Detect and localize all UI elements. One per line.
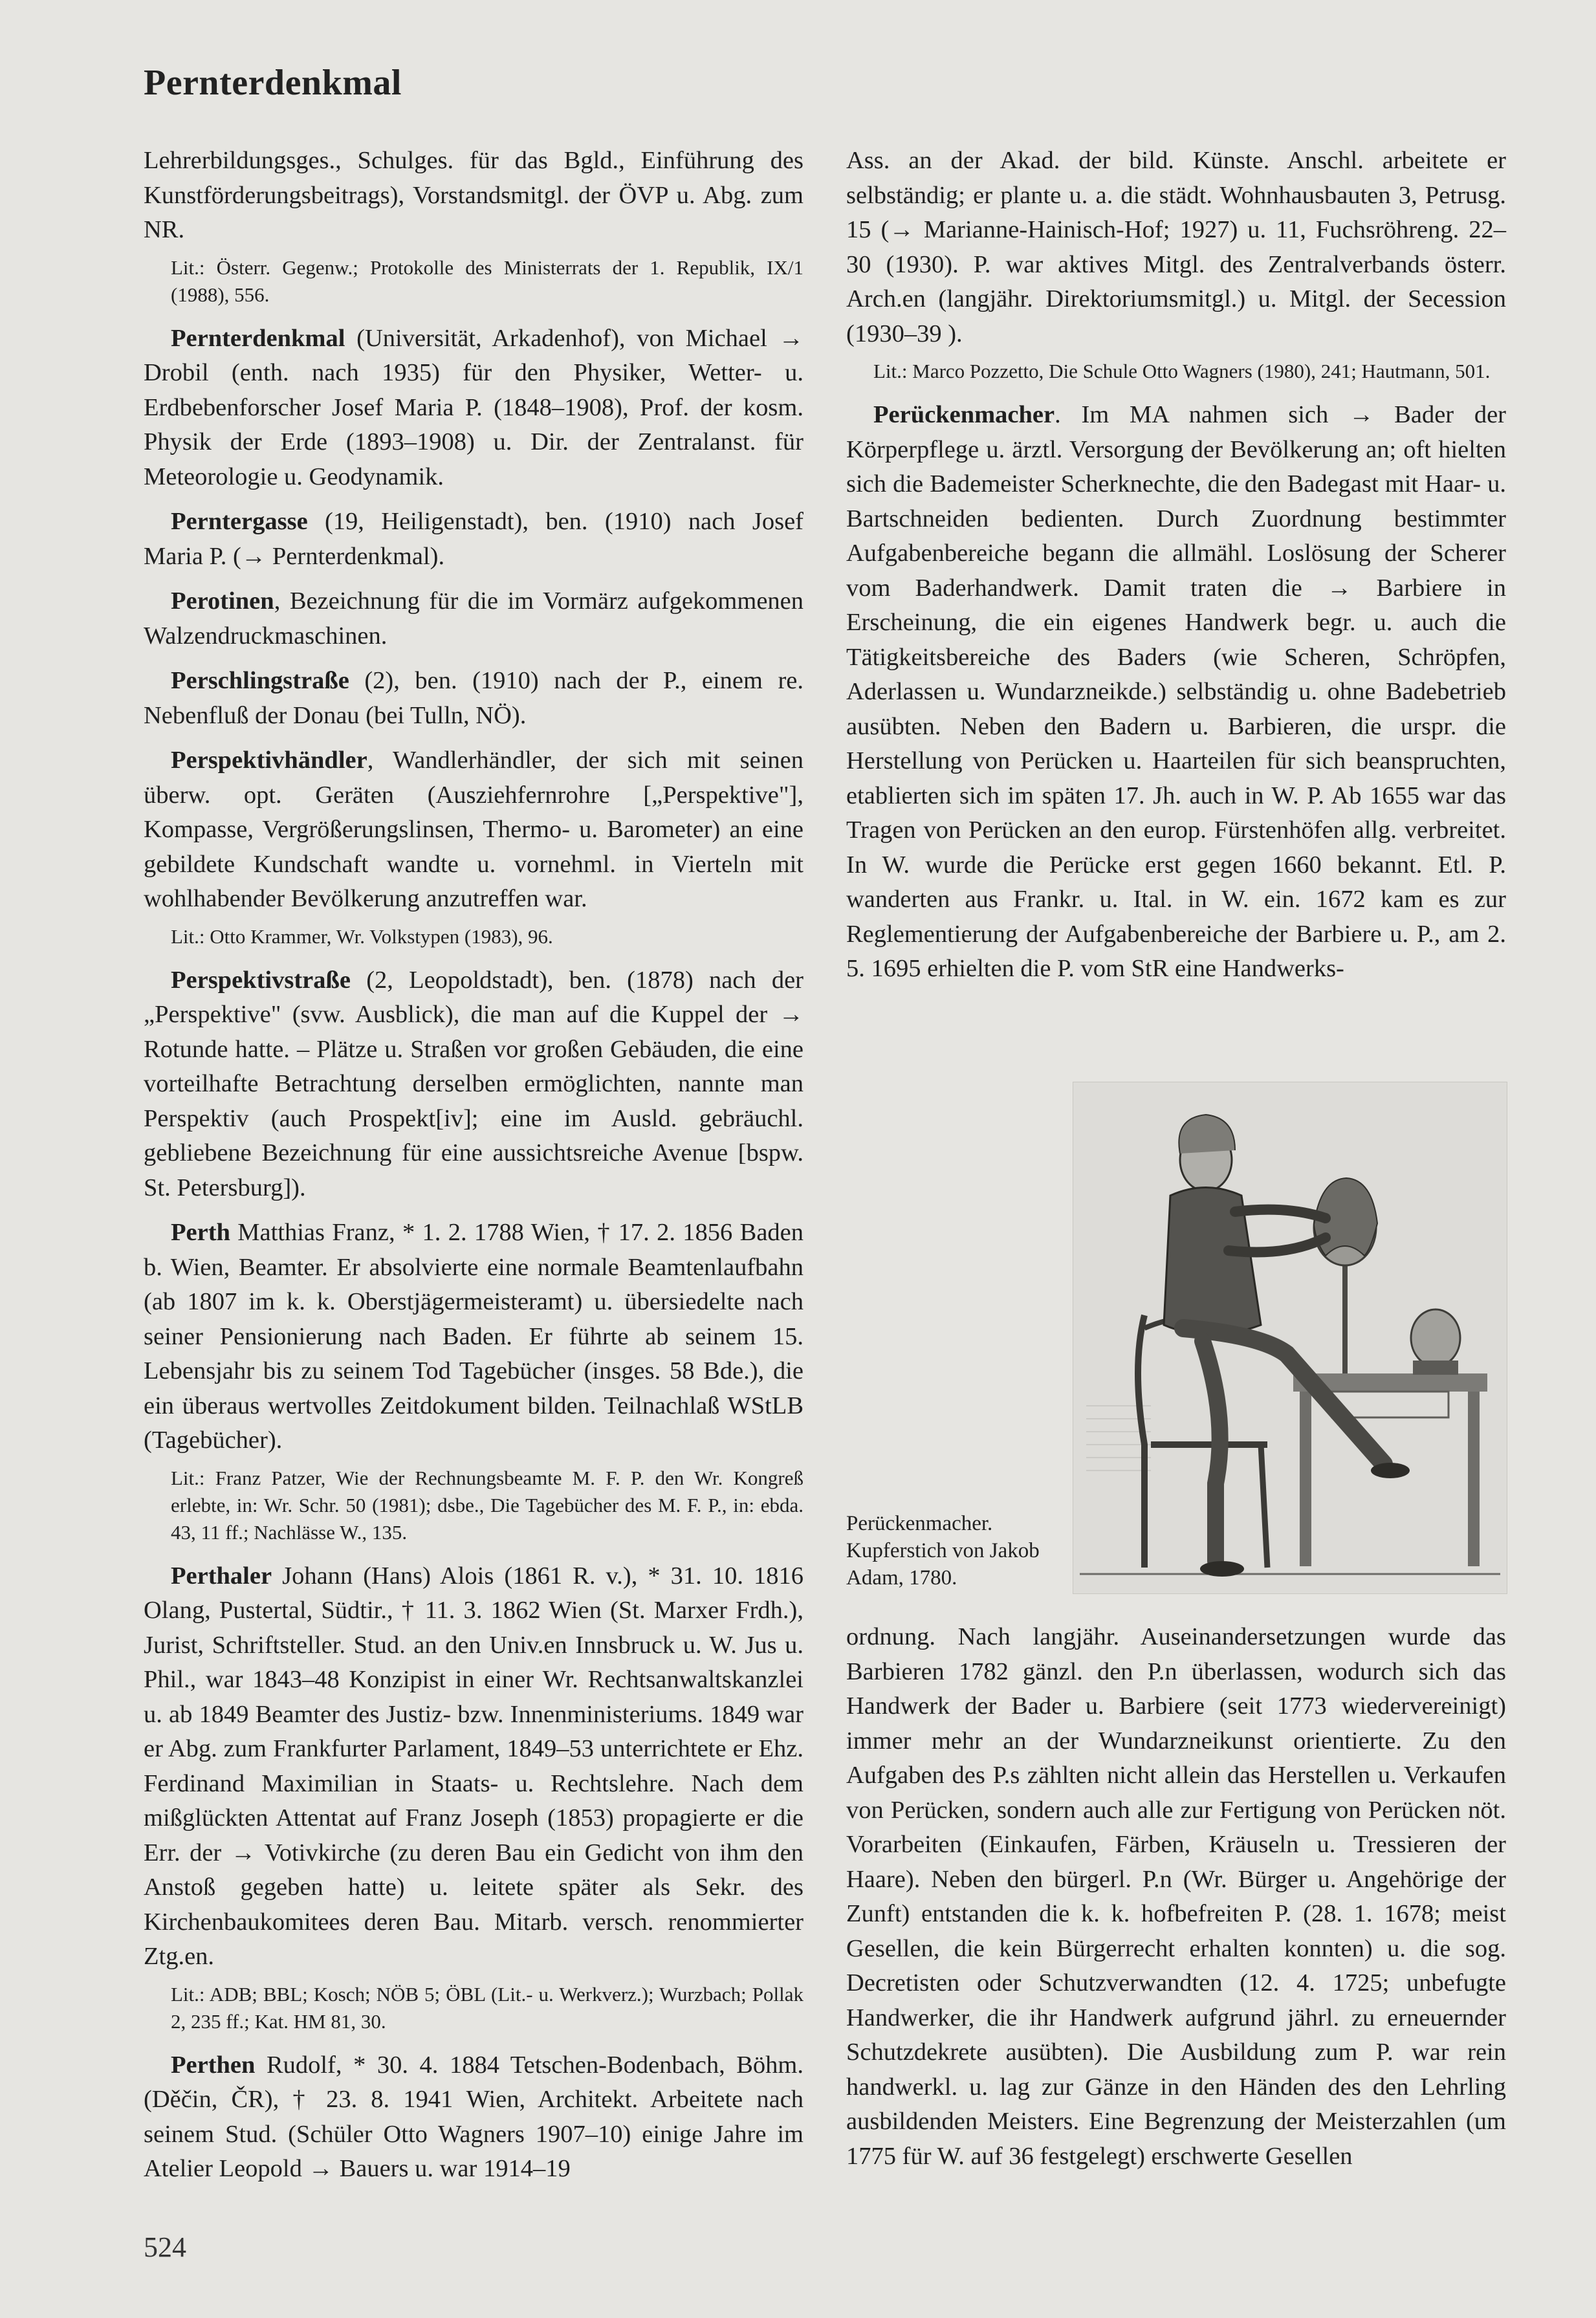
dictionary-entry xyxy=(144,505,803,574)
entry-headword: Perspektivstraße xyxy=(171,966,351,994)
entry-headword: Perthen xyxy=(171,2051,256,2079)
dictionary-entry xyxy=(846,398,1506,987)
entry-headword: Perotinen xyxy=(171,587,274,615)
paragraph: ordnung. Nach langjähr. Auseinandersetzungen wurde das Barbieren 1782 gänzl. den P.n überlassen, wodurch sich das Handwerk der Bader u. Barbiere (seit 1773 wiedervereinigt) immer mehr an der Wundarzneikunst orientierte. Zu den Aufgaben des P.s zählten nicht allein das Herstellen u. Verkaufen von Perücken, sondern auch alle zur Fertigung von Perücken nöt. Vorarbeiten (Einkaufen, Färben, Kräuseln u. Tressieren der Haare). Neben den bürgerl. P.n (Wr. Bürger u. Angehörige der Zunft) entstanden die k. k. hofbefreiten P. (28. 1. 1678; meist Gesellen, die kein Bürgerrecht erhalten konnten) u. die sog. Decretisten oder Schutzverwandten (12. 4. 1725; unbefugte Handwerker, die ihr Handwerk aufgrund jährl. zu erneuernder Schutzdekrete ausübten). Die Ausbildung zum P. war rein handwerkl. u. lag zur Gänze in den Händen des den Lehrling ausbildenden Meisters. Eine Begrenzung der Meisterzahlen (um 1775 für W. auf 36 festgelegt) erschwerte Gesellen xyxy=(846,1623,1506,2170)
literature-reference: Lit.: Österr. Gegenw.; Protokolle des Ministerrats der 1. Republik, IX/1 (1988), 556. xyxy=(171,256,803,306)
dictionary-entry xyxy=(144,1559,803,1974)
engraving-image xyxy=(1073,1082,1507,1594)
dictionary-entry xyxy=(144,664,803,733)
entry-headword: Perspektivhändler xyxy=(171,747,367,774)
dictionary-entry xyxy=(144,322,803,495)
page-title: Pernterdenkmal xyxy=(144,63,402,103)
right-column xyxy=(846,144,1506,997)
literature-reference: Lit.: ADB; BBL; Kosch; NÖB 5; ÖBL (Lit.- u. Werkverz.); Wurzbach; Pollak 2, 235 ff.; Kat. HM 81, 30. xyxy=(171,1982,803,2033)
continued-paragraph: Ass. an der Akad. der bild. Künste. Anschl. arbeitete er selbständig; er plante u. a. die städt. Wohnhausbauten 3, Petrusg. 15 (→ Marianne-Hainisch-Hof; 1927) u. 11, Fuchsröhreng. 22–30 (1930). P. war aktives Mitgl. des Zentralverbands österr. Arch.en (langjähr. Direktoriumsmitgl.) u. Mitgl. der Secession (1930–39 ). xyxy=(846,147,1506,347)
entry-headword: Perückenmacher xyxy=(873,401,1055,428)
wigmaker-engraving-illustration xyxy=(1073,1082,1507,1593)
figure-caption: Perückenmacher. Kupferstich von Jakob Adam, 1780. xyxy=(846,1512,1040,1590)
continued-paragraph: Lehrerbildungsges., Schulges. für das Bgld., Einführung des Kunstförderungsbeitrags), Vorstandsmitgl. der ÖVP u. Abg. zum NR. xyxy=(144,147,803,243)
entry-text: (2, Leopoldstadt), ben. (1878) nach der „Perspektive" (svw. Ausblick), die man auf die Kuppel der → Rotunde hatte. – Plätze u. Straßen vor großen Gebäuden, die eine vorteilhafte Betrachtung derselben ermöglichten, nannte man Perspektiv (auch Prospekt[iv]; eine im Ausld. gebräuchl. gebliebene Bezeichnung für eine aussichtsreiche Avenue [bspw. St. Petersburg]). xyxy=(144,966,803,1201)
entry-text: (Universität, Arkadenhof), von Michael → Drobil (enth. nach 1935) für den Physiker, Wetter- u. Erdbebenforscher Josef Maria P. (1848–1908), Prof. der kosm. Physik der Erde (1893–1908) u. Dir. der Zentralanst. für Meteorologie u. Geodynamik. xyxy=(144,324,803,490)
dictionary-entry xyxy=(144,584,803,653)
entry-headword: Pernterdenkmal xyxy=(171,324,345,352)
entry-text: . Im MA nahmen sich → Bader der Körperpflege u. ärztl. Versorgung der Bevölkerung an; oft hielten sich die Bademeister Scherknechte, die den Badegast mit Haar- u. Bartschneiden bedienten. Durch Zuordnung bestimmter Aufgabenbereiche begann die allmähl. Loslösung der Scherer vom Baderhandwerk. Damit traten die → Barbiere in Erscheinung, die ein eigenes Handwerk begr. u. auch die Tätigkeitsbereiche des Baders (wie Scheren, Schröpfen, Aderlassen u. Wundarzneikde.) selbständig u. ohne Badebetrieb ausübten. Neben den Badern u. Barbieren, die urspr. die Herstellung von Perücken u. Haarteilen für sich beanspruchten, etablierten sich im späten 17. Jh. auch in W. P. Ab 1655 war das Tragen von Perücken an den europ. Fürstenhöfen allg. verbreitet. In W. wurde die Perücke erst gegen 1660 bekannt. Etl. P. wanderten aus Frankr. u. Ital. in W. ein. 1672 kam es zur Reglementierung der Aufgabenbereiche der Barbiere u. P., am 2. 5. 1695 erhielten die P. vom StR eine Handwerks- xyxy=(846,401,1506,982)
dictionary-entry xyxy=(144,1216,803,1458)
entry-text: Matthias Franz, * 1. 2. 1788 Wien, † 17. 2. 1856 Baden b. Wien, Beamter. Er absolvierte eine normale Beamtenlaufbahn (ab 1807 im k. k. Oberstjägermeisteramt) u. übersiedelte nach seiner Pensionierung nach Baden. Er führte ab seinem 15. Lebensjahr bis zu seinem Tod Tagebücher (insges. 58 Bde.), die ein überaus wertvolles Zeitdokument bilden. Teilnachlaß WStLB (Tagebücher). xyxy=(144,1219,803,1454)
literature-reference: Lit.: Franz Patzer, Wie der Rechnungsbeamte M. F. P. den Wr. Kongreß erlebte, in: Wr. Schr. 50 (1981); dsbe., Die Tagebücher des M. F. P., in: ebda. 43, 11 ff.; Nachlässe W., 135. xyxy=(171,1466,803,1544)
dictionary-entry xyxy=(144,963,803,1206)
entry-text: (2), ben. (1910) nach der P., einem re. Nebenfluß der Donau (bei Tulln, NÖ). xyxy=(144,667,803,729)
dictionary-entry xyxy=(144,2048,803,2187)
entry-headword: Perthaler xyxy=(171,1562,272,1590)
entry-text: , Bezeichnung für die im Vormärz aufgekommenen Walzendruckmaschinen. xyxy=(144,587,803,650)
entry-headword: Perth xyxy=(171,1219,230,1246)
right-column-continuation xyxy=(846,1620,1506,2174)
figure xyxy=(846,1082,1507,1601)
left-column xyxy=(144,144,803,2197)
literature-reference: Lit.: Marco Pozzetto, Die Schule Otto Wagners (1980), 241; Hautmann, 501. xyxy=(873,360,1491,382)
page-number: 524 xyxy=(144,2231,186,2263)
entry-text: Johann (Hans) Alois (1861 R. v.), * 31. 10. 1816 Olang, Pustertal, Südtir., † 11. 3. 1862 Wien (St. Marxer Frdh.), Jurist, Schriftsteller. Stud. an den Univ.en Innsbruck u. W. Jus u. Phil., war 1843–48 Konzipist in einer Wr. Rechtsanwaltskanzlei u. ab 1849 Beamter des Justiz- bzw. Innenministeriums. 1849 war er Abg. zum Frankfurter Parlament, 1849–53 unterrichtete er Ehz. Ferdinand Maximilian in Staats- u. Rechtslehre. Nach dem mißglückten Attentat auf Franz Joseph (1853) propagierte er die Err. der → Votivkirche (zu deren Bau ein Gedicht von ihm den Anstoß gegeben hatte) u. leitete später als Sekr. des Kirchenbaukomitees deren Bau. Mitarb. versch. renommierter Ztg.en. xyxy=(144,1562,803,1970)
entry-headword: Perntergasse xyxy=(171,508,308,535)
entry-text: (19, Heiligenstadt), ben. (1910) nach Josef Maria P. (→ Pernterdenkmal). xyxy=(144,508,803,570)
literature-reference: Lit.: Otto Krammer, Wr. Volkstypen (1983), 96. xyxy=(171,924,553,948)
entry-headword: Perschlingstraße xyxy=(171,667,349,694)
entry-text: , Wandlerhändler, der sich mit seinen überw. opt. Geräten (Ausziehfernrohre [„Perspektive"], Kompasse, Vergrößerungslinsen, Thermo- u. Barometer) an eine gebildete Kundschaft wandte u. vornehml. in Vierteln mit wohlhabender Bevölkerung anzutreffen war. xyxy=(144,747,803,912)
entry-text: Rudolf, * 30. 4. 1884 Tetschen-Bodenbach, Böhm. (Děčin, ČR), † 23. 8. 1941 Wien, Architekt. Arbeitete nach seinem Stud. (Schüler Otto Wagners 1907–10) einige Jahre im Atelier Leopold → Bauers u. war 1914–19 xyxy=(144,2051,803,2182)
dictionary-entry xyxy=(144,743,803,917)
